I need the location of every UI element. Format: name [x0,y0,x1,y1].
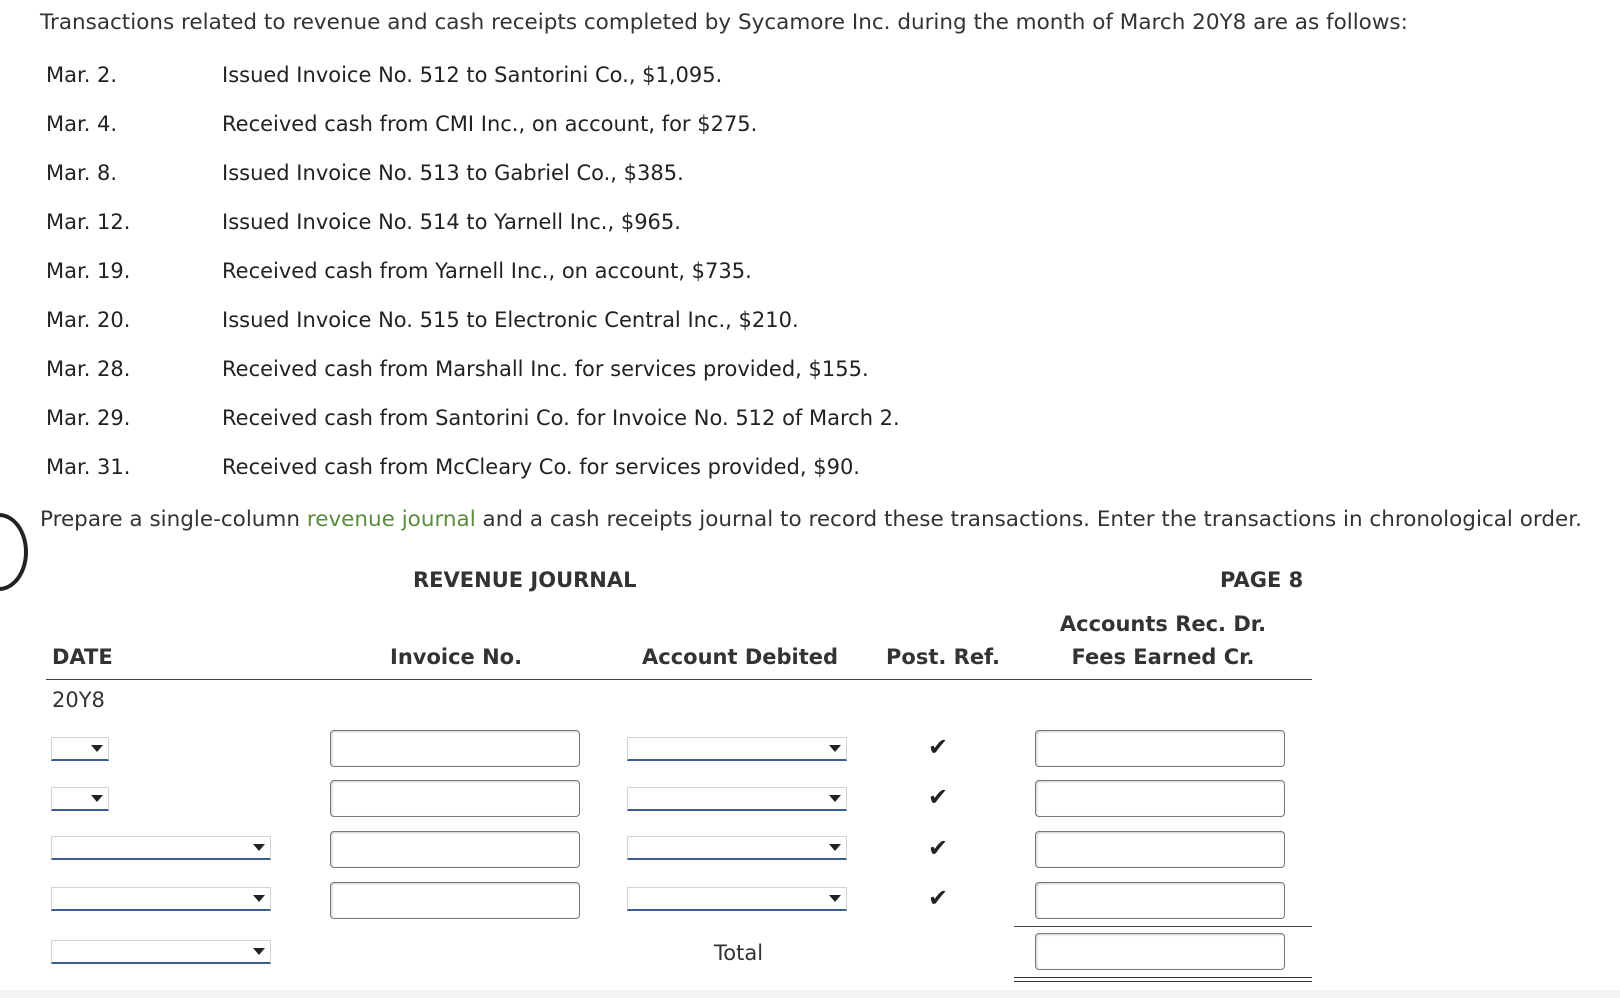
header-account-debited: Account Debited [642,645,839,669]
invoice-no-input[interactable] [330,831,580,868]
transaction-date: Mar. 29. [46,406,131,430]
amount-input[interactable] [1035,730,1285,767]
revenue-journal-link[interactable]: revenue journal [306,507,476,532]
transaction-text: Received cash from CMI Inc., on account, for $275. [222,112,758,136]
journal-title: REVENUE JOURNAL [413,568,637,592]
header-post-ref: Post. Ref. [886,645,1001,669]
side-indicator-circle [0,513,28,591]
account-debited-select[interactable] [627,787,847,811]
invoice-no-input[interactable] [330,882,580,919]
total-single-rule [1014,926,1312,927]
chevron-down-icon [829,745,841,752]
amount-input[interactable] [1035,831,1285,868]
chevron-down-icon [829,895,841,902]
transaction-date: Mar. 12. [46,210,131,234]
date-month-select[interactable] [51,787,109,811]
account-debited-select[interactable] [627,737,847,761]
transaction-text: Issued Invoice No. 513 to Gabriel Co., $385. [222,161,684,185]
transaction-date: Mar. 4. [46,112,118,136]
chevron-down-icon [829,844,841,851]
transaction-date: Mar. 8. [46,161,118,185]
header-accounts-rec-dr: Accounts Rec. Dr. [1059,612,1267,636]
transaction-text: Issued Invoice No. 514 to Yarnell Inc., $965. [222,210,681,234]
transaction-text: Received cash from Marshall Inc. for services provided, $155. [222,357,869,381]
amount-input[interactable] [1035,780,1285,817]
transaction-text: Received cash from Santorini Co. for Invoice No. 512 of March 2. [222,406,900,430]
invoice-no-input[interactable] [330,780,580,817]
account-debited-select[interactable] [627,836,847,860]
total-label: Total [714,941,764,965]
header-invoice-no: Invoice No. [390,645,523,669]
bottom-strip [0,990,1620,998]
transaction-text: Received cash from Yarnell Inc., on account, $735. [222,259,752,283]
date-month-select[interactable] [51,737,109,761]
instructions-text [40,507,1582,532]
transaction-text: Issued Invoice No. 515 to Electronic Central Inc., $210. [222,308,799,332]
chevron-down-icon [253,844,265,851]
chevron-down-icon [829,795,841,802]
instructions-before: Prepare a single-column [40,507,307,532]
total-double-rule [1014,977,1312,982]
date-select[interactable] [51,836,271,860]
post-ref-checkmark-icon: ✔ [928,884,949,912]
transaction-text: Received cash from McCleary Co. for services provided, $90. [222,455,860,479]
chevron-down-icon [91,795,103,802]
transaction-text: Issued Invoice No. 512 to Santorini Co., $1,095. [222,63,723,87]
instructions-after: and a cash receipts journal to record these transactions. Enter the transactions in chronological order. [475,507,1582,532]
chevron-down-icon [91,745,103,752]
date-select[interactable] [51,887,271,911]
date-select[interactable] [51,940,271,964]
chevron-down-icon [253,948,265,955]
journal-page-number: PAGE 8 [1220,568,1304,592]
amount-input[interactable] [1035,882,1285,919]
post-ref-checkmark-icon: ✔ [928,834,949,862]
transaction-date: Mar. 28. [46,357,131,381]
transaction-date: Mar. 19. [46,259,131,283]
transaction-date: Mar. 20. [46,308,131,332]
transaction-date: Mar. 2. [46,63,118,87]
total-amount-input[interactable] [1035,933,1285,970]
chevron-down-icon [253,895,265,902]
invoice-no-input[interactable] [330,730,580,767]
transaction-date: Mar. 31. [46,455,131,479]
header-fees-earned-cr: Fees Earned Cr. [1071,645,1255,669]
post-ref-checkmark-icon: ✔ [928,733,949,761]
post-ref-checkmark-icon: ✔ [928,783,949,811]
header-date: DATE [52,645,113,669]
intro-text: Transactions related to revenue and cash receipts completed by Sycamore Inc. during the month of March 20Y8 are as follows: [40,10,1408,35]
account-debited-select[interactable] [627,887,847,911]
journal-year: 20Y8 [52,688,105,712]
header-divider [46,679,1312,680]
